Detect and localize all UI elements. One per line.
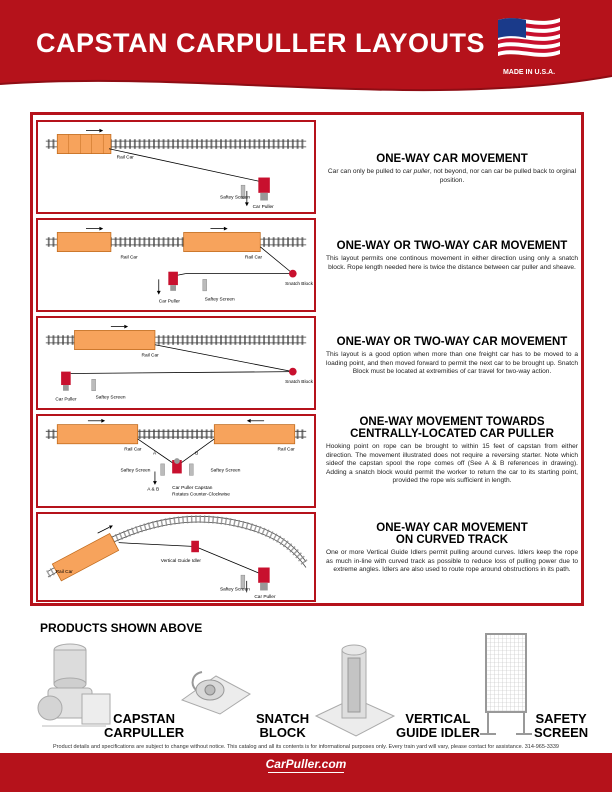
a-label: A [153,451,157,457]
footer-underline [268,772,344,773]
snatch-block-product-image [176,660,256,716]
rail-car-1-label: Rail Car [120,255,138,261]
screen-label: Saftey Screen [219,587,250,593]
puller-label: Car Puller [55,397,77,403]
layout-diagram-3 [36,316,316,410]
products-title: PRODUCTS SHOWN ABOVE [40,621,203,635]
safety-screen-icon-2 [189,464,193,475]
layout-row-4 [36,414,578,508]
layout-text-5 [326,522,578,575]
layout-body: This layout permits one continous movement in either direction using only a snatch block. Rope length needed here is twice the distance between car puller and sheave. [326,255,578,271]
rail-car-label: Rail Car [116,155,134,161]
car-puller-icon [61,372,71,385]
rail-car-label: Rail Car [141,353,159,359]
rail-car-1 [57,232,111,251]
layout-heading-line1: ONE-WAY MOVEMENT TOWARDS [359,416,545,428]
layout-text-1 [326,153,578,185]
screen-label: Saftey Screen [204,297,235,303]
idler-label: Vertical Guide Idler [160,558,201,564]
rope [260,247,293,274]
layout-row-3 [36,316,578,410]
rail-car-label: Rail Car [55,570,73,576]
capstan-label: Car Puller Capstan [172,485,213,491]
screen-label: Saftey Screen [220,195,250,201]
layout-body: Car can only be pulled to car puller, not beyond, nor can car be pulled back to orginal position. [327,168,577,184]
puller-label: Car Puller [252,205,274,211]
layout-body: One or more Vertical Guide Idlers permit pulling around curves. Idlers keep the rope as much in-line with curved track as possible to reduce loss of pulling power due to extreme angles. Idlers are also used to route rope around obstructions in its path. [326,549,578,574]
layout-text-3 [326,336,578,377]
layout-row-1 [36,120,578,214]
rope [109,149,264,183]
rail-car-2 [184,232,261,251]
vertical-guide-idler-product-image [312,632,398,742]
safety-screen-icon-1 [161,464,165,475]
product-label-capstan: CAPSTAN CARPULLER [104,711,185,740]
screen-2-label: Saftey Screen [210,468,241,474]
rail-car-2-label: Rail Car [277,447,295,453]
layout-body: This layout is a good option when more than one freight car has to be moved to a loading point, and then moved forward to permit the next car to be brought up. Snatch Block must be located at extremities of car travel for two-way action. [326,351,578,376]
layout-heading: ONE-WAY CAR MOVEMENT [376,153,528,165]
puller-label: Car Puller [254,595,276,601]
snatch-block-icon [289,270,297,278]
page-title: CAPSTAN CARPULLER LAYOUTS [36,28,486,58]
ab-label: A & B [147,487,160,493]
snatch-label: Snatch Block [285,282,313,288]
rope [119,543,195,547]
layout-diagram-5 [36,512,316,602]
layout-diagram-1 [36,120,316,214]
rail-car-2-label: Rail Car [244,255,263,261]
rail-car-1-label: Rail Car [124,447,142,453]
screen-1-label: Saftey Screen [120,468,151,474]
layout-diagram-4 [36,414,316,508]
usa-badge [488,14,570,76]
layout-body: Hooking point on rope can be brought to within 15 feet of capstan from either direction. The movement illustrated does not require a reversing starter. Note which sideof the capstan spool the rope comes off (See A & B references in drawing). Adding a snatch block would permit the worker to return the car to its starting point, provided the rope wis sufficient in length. [326,443,578,485]
product-label-idler: VERTICAL GUIDE IDLER [396,711,480,740]
layout-row-5 [36,512,578,606]
snatch-label: Snatch Block [285,380,313,386]
product-label-snatch: SNATCH BLOCK [256,711,310,740]
layout-heading: ONE-WAY OR TWO-WAY CAR MOVEMENT [336,336,568,348]
usa-flag-icon [494,14,564,62]
screen-label: Saftey Screen [95,395,126,401]
rope [155,345,293,372]
b-label: B [195,451,199,457]
safety-screen-icon [203,279,207,290]
snatch-block-icon [289,368,297,376]
layout-text-4 [326,416,578,486]
website-link[interactable]: CarPuller.com [265,757,347,771]
car-puller-icon [258,178,269,193]
layout-diagram-2 [36,218,316,312]
safety-screen-icon [92,379,96,390]
product-label-screen: SAFETY SCREEN [534,711,589,740]
rail-car [57,134,111,153]
made-in-usa: MADE IN U.S.A. [502,69,556,76]
rotates-label: Rotates Counter-Clockwise [172,492,230,498]
layout-heading-line1: ONE-WAY CAR MOVEMENT [376,522,528,534]
rail-car-1 [57,425,137,444]
capstan-product-image [34,638,114,734]
safety-screen-product-image [478,630,534,742]
puller-label: Car Puller [158,299,180,305]
guide-idler-icon [191,541,199,552]
layout-text-2 [326,240,578,272]
layout-heading-line2: ON CURVED TRACK [395,534,509,546]
layout-heading-line2: CENTRALLY-LOCATED CAR PULLER [350,428,554,440]
car-puller-icon [258,568,269,583]
car-puller-icon [168,272,178,285]
layout-heading: ONE-WAY OR TWO-WAY CAR MOVEMENT [336,240,568,252]
rail-car-2 [214,425,294,444]
rail-car [75,330,155,349]
layout-row-2 [36,218,578,312]
disclaimer: Product details and specifications are subject to change without notice. This catalog and all its contents is for informational purposes only. Every train yard will vary, please contact for assistance. 314-965-3339 [53,744,559,750]
